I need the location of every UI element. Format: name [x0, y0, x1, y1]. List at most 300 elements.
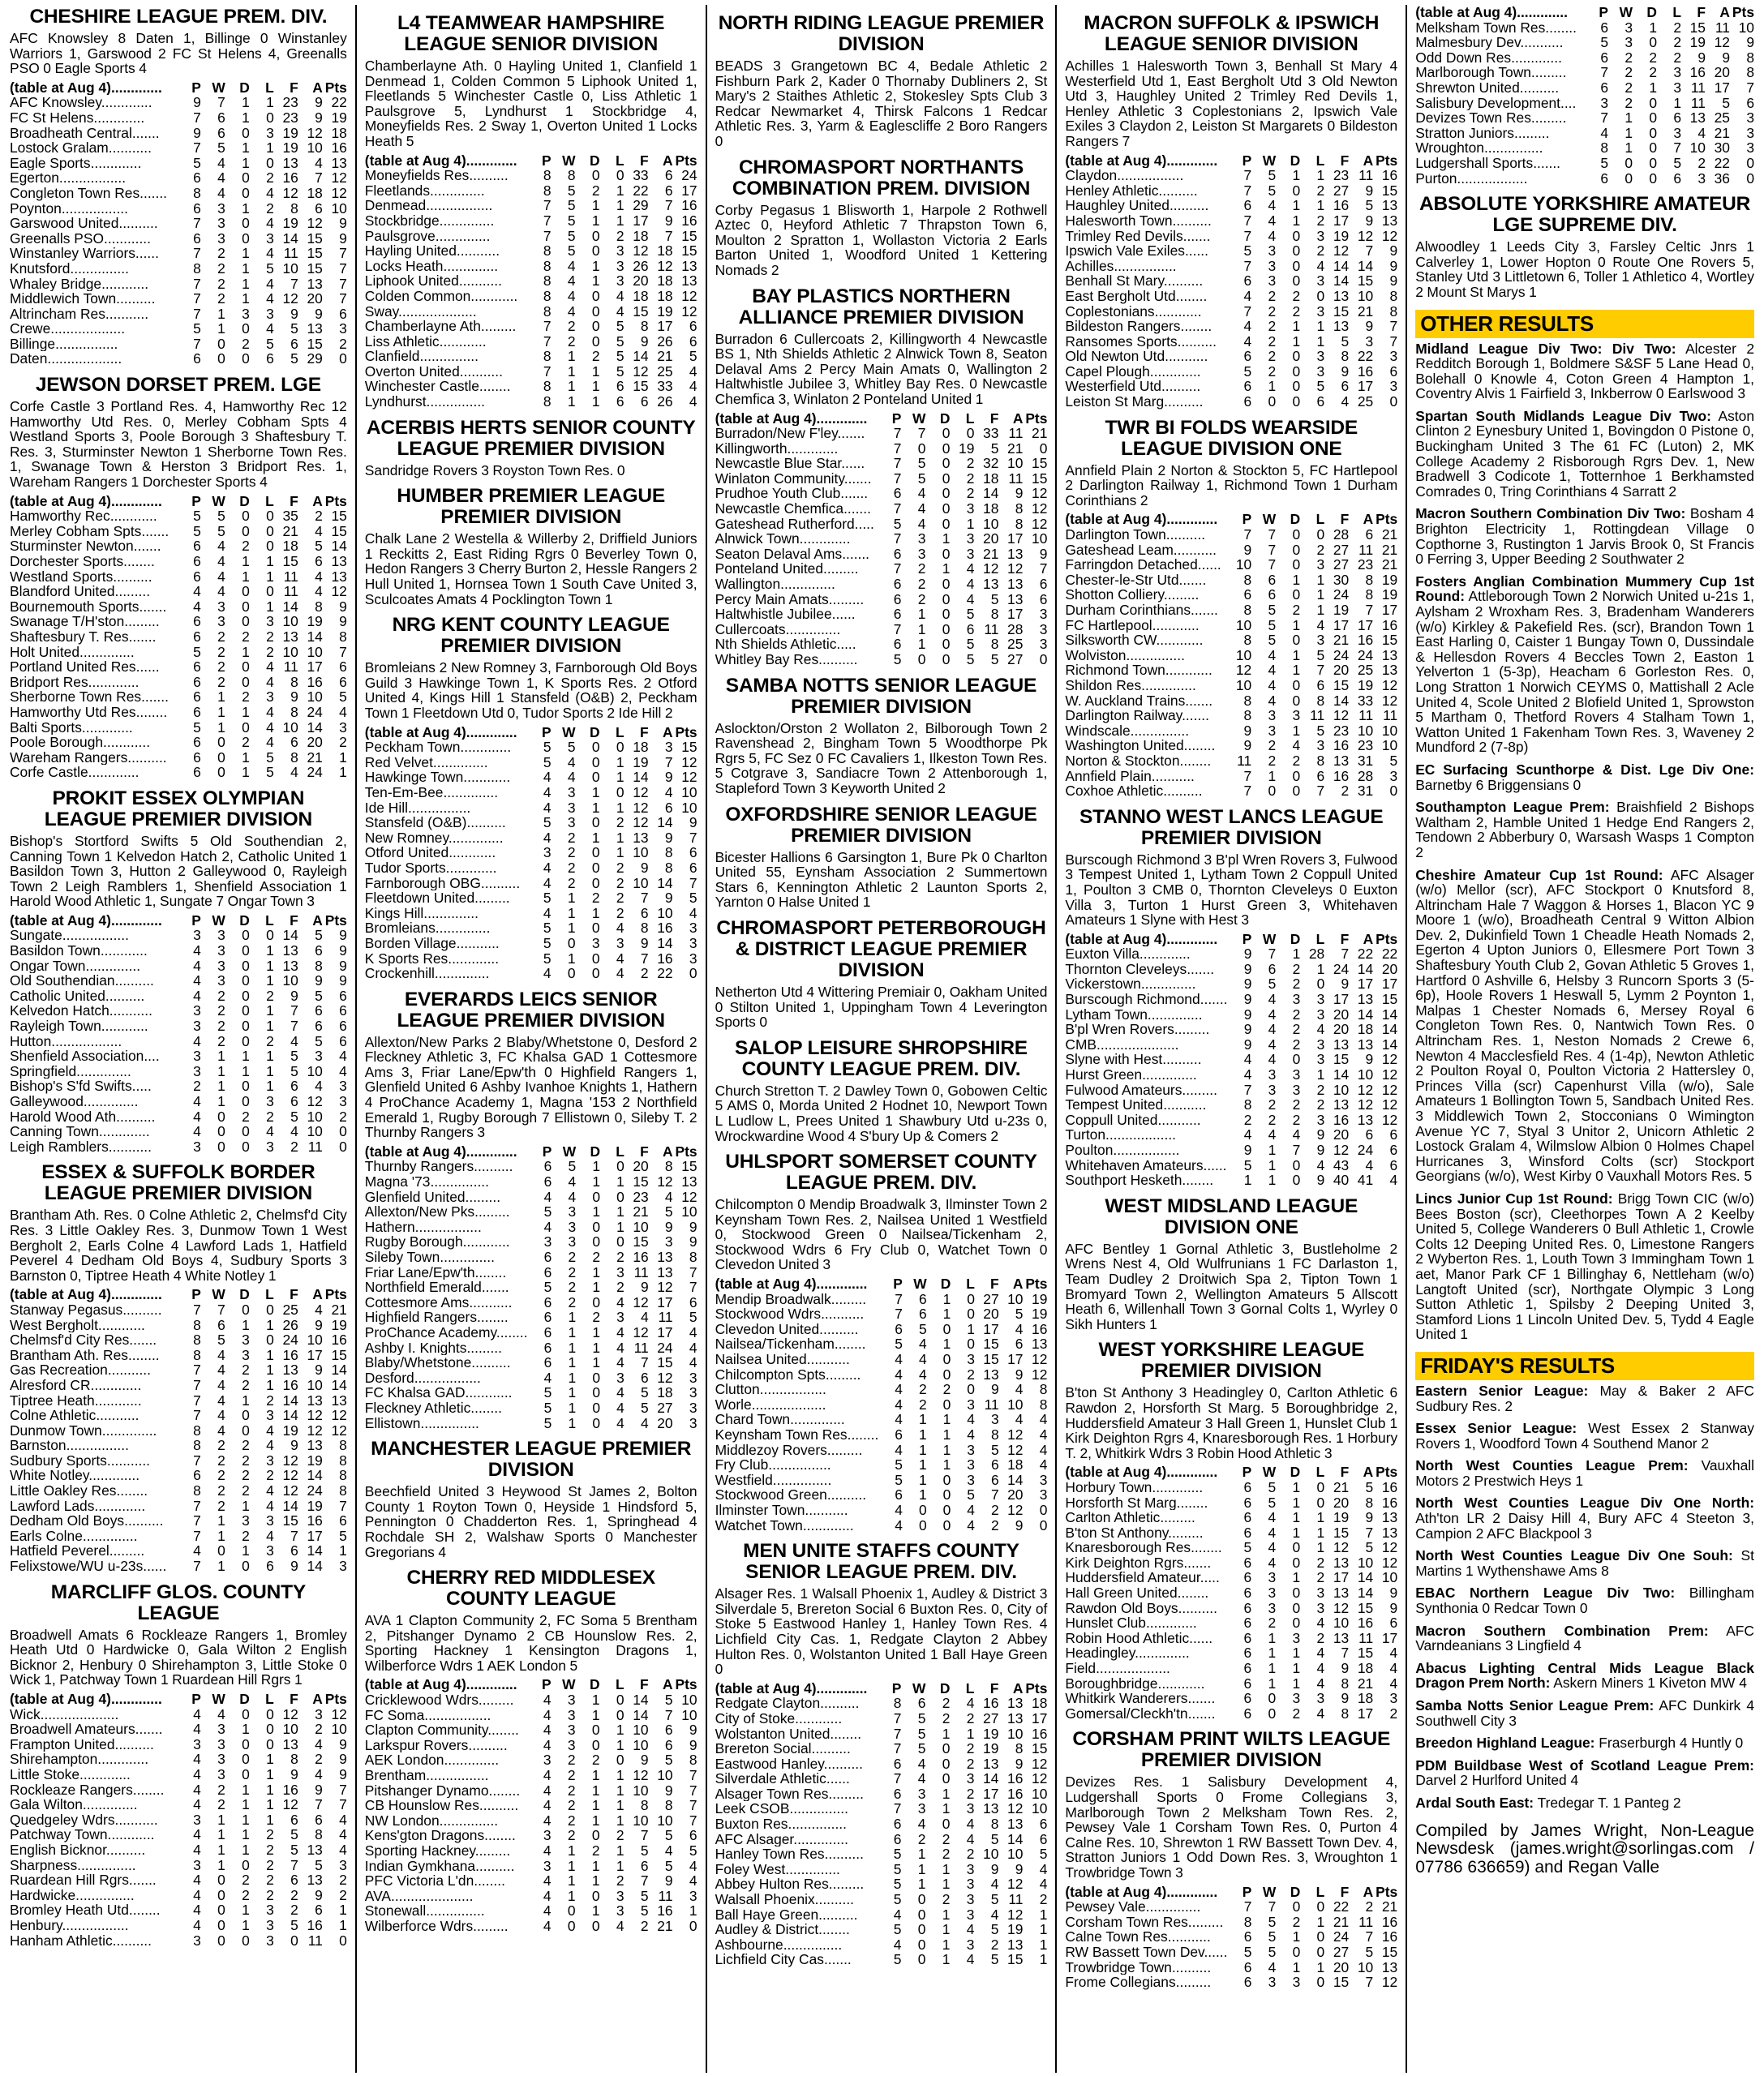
stat-value: 4 [895, 1366, 903, 1383]
stat-value: 3 [967, 1351, 975, 1368]
stat-value: 27 [983, 1290, 999, 1307]
stat-value: 24 [1333, 1928, 1350, 1945]
table-row [10, 246, 347, 261]
stat-value: 8 [1389, 302, 1398, 320]
stat-value: 12 [681, 769, 697, 786]
stat-value: 15 [1333, 302, 1350, 320]
stat-value: 0 [217, 350, 225, 367]
stat-value: 4 [966, 560, 975, 577]
team-name: Thornton Cleveleys....... [1065, 961, 1215, 977]
stat-value: 2 [1316, 1081, 1325, 1098]
stat-value: 3 [217, 1751, 225, 1768]
stat-value: 9 [1365, 318, 1374, 335]
team-name: Seaton Delaval Ams....... [715, 546, 870, 562]
stat-value: 12 [1357, 227, 1374, 244]
stat-value: 4 [193, 1841, 201, 1858]
table-row [10, 584, 347, 599]
team-name: AFC Alsager.............. [715, 1831, 848, 1847]
stat-value: 3 [1039, 636, 1048, 653]
table-header-p: P [1242, 1883, 1252, 1900]
table-header-w: W [1262, 1464, 1277, 1481]
stat-value: 4 [193, 1886, 201, 1903]
stat-value: 17 [983, 1785, 999, 1802]
other-result-scores: Fraserburgh 4 Huntly 0 [1594, 1735, 1744, 1752]
team-name: Vickerstown.............. [1065, 976, 1196, 993]
stat-value: 5 [339, 688, 347, 706]
stat-value: 13 [1381, 646, 1398, 663]
stat-value: 2 [1625, 79, 1633, 96]
stat-value: 7 [543, 318, 552, 335]
team-name: Trowbridge Town.......... [1065, 1959, 1212, 1975]
stat-value: 3 [1292, 1081, 1301, 1098]
stat-value: 6 [1039, 1816, 1048, 1833]
stat-value: 1 [592, 1279, 601, 1296]
stat-value: 4 [967, 1426, 975, 1443]
team-name: Haughley United.......... [1065, 198, 1209, 213]
table-row [10, 1438, 347, 1453]
table-header-row [365, 725, 697, 740]
stat-value: 0 [1292, 378, 1301, 395]
team-name: Frampton United.......... [10, 1736, 154, 1752]
stat-value: 18 [282, 538, 298, 555]
stat-value: 1 [1292, 571, 1301, 588]
stat-value: 2 [242, 538, 250, 555]
table-row [365, 1190, 697, 1205]
stat-value: 2 [217, 673, 225, 690]
stat-value: 3 [990, 1411, 999, 1428]
stat-value: 6 [290, 335, 298, 352]
stat-value: 6 [1243, 1569, 1252, 1586]
stat-value: 15 [1032, 470, 1048, 487]
team-name: Stanway Pegasus.......... [10, 1302, 162, 1318]
team-name: Shotton Colliery......... [1065, 587, 1200, 603]
stat-value: 20 [1333, 1126, 1350, 1143]
table-row [1065, 648, 1397, 663]
stat-value: 5 [1673, 154, 1681, 171]
stat-value: 11 [1358, 1629, 1374, 1646]
table-row [365, 364, 697, 380]
stat-value: 2 [1292, 1913, 1301, 1930]
team-name: Carlton Athletic......... [1065, 1510, 1195, 1525]
stat-value: 4 [1316, 1156, 1325, 1173]
team-name: Darlington Railway....... [1065, 708, 1209, 723]
table-row [365, 183, 697, 199]
team-name: Westfield............... [715, 1472, 832, 1488]
stat-value: 6 [1389, 362, 1398, 380]
other-result-scores: May & Baker 2 AFC Sudbury Res. 2 [1415, 1382, 1754, 1414]
stat-value: 3 [966, 1800, 975, 1817]
stat-value: 8 [543, 242, 552, 260]
stat-value: 7 [893, 1725, 902, 1742]
match-results-text: Brantham Ath. Res. 0 Colne Athletic 2, Chelmsf'd City Res. 3 Little Oakley Res. 3, Dunmow Town 1 West Bergholt 2, Earls Colne 4 Lawford Lads 1, Hatfield Peverel 4 Dedham Old Boys 4, Sudbury Sports 3 Barnston 0, Tiptree Heath 4 White Notley 1 [10, 1207, 347, 1284]
stat-value: 9 [339, 942, 347, 959]
stat-value: 16 [307, 673, 323, 690]
stat-value: 20 [307, 290, 323, 307]
team-name: Ruardean Hill Rgrs....... [10, 1872, 157, 1888]
stat-value: 1 [217, 1527, 225, 1544]
stat-value: 6 [1600, 79, 1608, 96]
stat-value: 1 [1316, 1539, 1325, 1556]
stat-value: 15 [681, 242, 697, 260]
table-header-p: P [891, 1679, 902, 1696]
stat-value: 9 [290, 1437, 298, 1454]
stat-value: 3 [567, 799, 576, 816]
league-title: CHROMASPORT PETERBOROUGH & DISTRICT LEAGUE PREMIER DIVISION [716, 916, 1046, 981]
table-row [715, 1741, 1048, 1756]
stat-value: 4 [1268, 1509, 1277, 1526]
table-header-row [715, 411, 1048, 427]
table-row [1065, 557, 1397, 573]
stat-value: 10 [1007, 1846, 1024, 1863]
team-name: Sturminster Newton....... [10, 538, 161, 554]
stat-value: 15 [633, 302, 649, 320]
stat-value: 1 [942, 1936, 951, 1953]
stat-value: 0 [591, 1736, 600, 1753]
stat-value: 16 [282, 1781, 298, 1798]
stat-value: 23 [282, 109, 298, 126]
team-name: Farnborough OBG.......... [364, 875, 521, 891]
stat-value: 1 [568, 1309, 577, 1326]
stat-value: 0 [217, 1916, 225, 1933]
table-header-a: A [1719, 5, 1730, 20]
stat-value: 0 [266, 1705, 274, 1722]
stat-value: 20 [1333, 1021, 1350, 1038]
stat-value: 7 [1243, 767, 1252, 784]
team-name: Coxhoe Athletic.......... [1065, 783, 1203, 799]
stat-value: 0 [242, 942, 250, 959]
stat-value: 1 [266, 1376, 274, 1393]
stat-value: 5 [193, 154, 201, 171]
stat-value: 7 [1341, 1645, 1350, 1662]
stat-value: 5 [917, 470, 926, 487]
stat-value: 7 [193, 1527, 201, 1544]
stat-value: 4 [616, 950, 624, 967]
stat-value: 0 [942, 440, 951, 457]
stat-value: 22 [1714, 154, 1730, 171]
stat-value: 4 [1039, 1860, 1048, 1877]
stat-value: 6 [1316, 393, 1325, 410]
stat-value: 4 [664, 1188, 673, 1205]
stat-value: 12 [633, 799, 649, 816]
stat-value: 5 [616, 348, 624, 365]
team-name: Horsforth St Marg........ [1065, 1495, 1208, 1511]
stat-value: 5 [1268, 1928, 1277, 1945]
table-row [10, 735, 347, 750]
stat-value: 1 [339, 1916, 347, 1933]
stat-value: 2 [266, 1826, 274, 1843]
stat-value: 1 [339, 764, 347, 781]
stat-value: 18 [633, 739, 649, 756]
stat-value: 10 [1333, 1615, 1350, 1632]
stat-value: 5 [1600, 154, 1608, 171]
stat-value: 6 [893, 606, 902, 623]
table-row [715, 1473, 1048, 1488]
stat-value: 1 [616, 1203, 624, 1220]
stat-value: 1 [266, 553, 274, 569]
stat-value: 2 [640, 1917, 649, 1934]
stat-value: 3 [339, 1856, 347, 1873]
team-name: Henbury................. [10, 1917, 129, 1933]
stat-value: 1 [592, 1323, 601, 1340]
table-row [10, 569, 347, 585]
stat-value: 27 [1333, 541, 1350, 558]
stat-value: 2 [242, 628, 250, 645]
table-header-row [10, 1287, 347, 1302]
other-result-item [1415, 1623, 1754, 1654]
stat-value: 2 [1316, 541, 1325, 558]
stat-value: 4 [193, 1872, 201, 1889]
stat-value: 7 [1243, 783, 1252, 800]
stat-value: 6 [1341, 378, 1350, 395]
stat-value: 12 [1381, 1096, 1398, 1113]
stat-value: 4 [193, 972, 201, 989]
stat-value: 2 [1673, 49, 1681, 66]
stat-value: 41 [1357, 1172, 1374, 1189]
stat-value: 20 [1714, 64, 1730, 81]
stat-value: 1 [591, 362, 600, 380]
table-header-team: (table at Aug 4)............. [1415, 5, 1568, 20]
stat-value: 4 [1268, 1539, 1277, 1556]
table-header-pts: Pts [675, 152, 697, 169]
other-result-scores: Billingham Synthonia 0 Redcar Town 0 [1415, 1585, 1754, 1617]
stat-value: 12 [282, 184, 298, 201]
stat-value: 5 [895, 1471, 903, 1488]
stat-value: 1 [1292, 332, 1301, 350]
table-header-row [1065, 1885, 1397, 1900]
stat-value: 0 [967, 1306, 975, 1323]
stat-value: 33 [1357, 692, 1374, 709]
stat-value: 13 [282, 942, 298, 959]
stat-value: 36 [1714, 169, 1730, 187]
stat-value: 1 [242, 275, 250, 292]
team-name: Burradon/New F'ley....... [715, 426, 865, 441]
stat-value: 8 [1341, 1675, 1350, 1692]
team-name: Corsham Town Res......... [1065, 1914, 1224, 1930]
table-header-d: D [1290, 511, 1301, 528]
stat-value: 33 [633, 167, 649, 184]
table-row [1065, 394, 1397, 410]
stat-value: 2 [242, 1376, 250, 1393]
stat-value: 3 [1292, 991, 1301, 1008]
stat-value: 0 [591, 318, 600, 335]
stat-value: 14 [331, 1362, 347, 1379]
stat-value: 1 [242, 553, 250, 569]
match-results-text: Corby Pegasus 1 Blisworth 1, Harpole 2 Rothwell Aztec 0, Heyford Athletic 7 Thrapston Town 6, Moulton 2 Spratton 1, Wollaston Victoria 2 Earls Barton United 1, Woodford United 1 Kettering Nomads 2 [715, 201, 1048, 278]
stat-value: 13 [1381, 1958, 1398, 1975]
stat-value: 16 [1689, 64, 1706, 81]
stat-value: 1 [1316, 571, 1325, 588]
stat-value: 6 [339, 1018, 347, 1035]
stat-value: 6 [193, 688, 201, 706]
stat-value: 2 [990, 1516, 999, 1533]
stat-value: 6 [339, 987, 347, 1004]
stat-value: 1 [217, 718, 225, 736]
stat-value: 6 [1243, 1974, 1252, 1991]
stat-value: 14 [1381, 1021, 1398, 1038]
table-header-a: A [1363, 1883, 1374, 1900]
table-header-w: W [1262, 152, 1277, 169]
stat-value: 20 [1381, 960, 1398, 977]
stat-value: 10 [282, 260, 298, 277]
stat-value: 1 [616, 212, 624, 229]
section-banner-title: FRIDAY'S RESULTS [1420, 1353, 1615, 1378]
table-row [715, 547, 1048, 562]
stat-value: 5 [1243, 1539, 1252, 1556]
table-header-p: P [1242, 930, 1252, 947]
table-header-row [715, 1681, 1048, 1696]
stat-value: 4 [543, 874, 552, 891]
stat-value: 6 [966, 620, 975, 637]
table-header-pts: Pts [324, 79, 347, 96]
stat-value: 4 [1268, 692, 1277, 709]
team-name: PFC Victoria L'dn........ [364, 1873, 505, 1889]
other-result-league: Midland League Div Two: Div Two: [1415, 340, 1676, 357]
stat-value: 4 [193, 1902, 201, 1919]
stat-value: 1 [1316, 960, 1325, 977]
table-header-d: D [1290, 152, 1301, 169]
stat-value: 26 [282, 1316, 298, 1333]
stat-value: 7 [339, 290, 347, 307]
stat-value: 1 [1316, 332, 1325, 350]
team-name: Dorchester Sports........ [10, 554, 155, 569]
stat-value: 2 [1292, 960, 1301, 977]
stat-value: 21 [633, 1203, 649, 1220]
stat-value: 1 [217, 703, 225, 720]
stat-value: 1 [1292, 1478, 1301, 1495]
team-name: White Notley............. [10, 1468, 140, 1484]
table-row [10, 1109, 347, 1125]
table-header-team: (table at Aug 4)............. [364, 724, 517, 740]
team-name: Shrewton United.......... [1415, 79, 1560, 96]
table-row [10, 1362, 347, 1378]
table-row [1065, 1007, 1397, 1023]
table-row [365, 845, 697, 860]
stat-value: 17 [1381, 1629, 1398, 1646]
stat-value: 16 [282, 169, 298, 187]
stat-value: 16 [1357, 632, 1374, 649]
table-row [1065, 1525, 1397, 1541]
team-name: Knaresborough Res........ [1065, 1540, 1222, 1555]
stat-value: 9 [290, 1765, 298, 1782]
stat-value: 9 [990, 1860, 999, 1877]
stat-value: 2 [917, 590, 926, 607]
other-result-league: Ardal South East: [1415, 1794, 1534, 1811]
stat-value: 10 [307, 643, 323, 660]
stat-value: 6 [193, 553, 201, 569]
stat-value: 6 [290, 1078, 298, 1095]
team-name: Highfield Rangers........ [364, 1310, 509, 1325]
table-row [715, 607, 1048, 622]
table-row [715, 1443, 1048, 1458]
stat-value: 1 [592, 1354, 601, 1371]
stat-value: 16 [657, 920, 673, 937]
table-header-p: P [542, 1143, 552, 1160]
stat-value: 8 [689, 1752, 697, 1769]
stat-value: 0 [1292, 586, 1301, 603]
newspaper-column-2 [357, 5, 707, 2073]
stat-value: 4 [266, 184, 274, 201]
table-row [1415, 20, 1754, 36]
stat-value: 15 [1357, 1599, 1374, 1616]
team-name: Turton.................. [1065, 1127, 1176, 1143]
stat-value: 0 [591, 739, 600, 756]
table-row [365, 770, 697, 785]
team-name: Cottesmore Ams........... [364, 1294, 513, 1310]
stat-value: 8 [1039, 1396, 1048, 1413]
stat-value: 5 [1268, 182, 1277, 199]
stat-value: 5 [616, 362, 624, 380]
team-name: Eastwood Hanley.......... [715, 1756, 863, 1772]
table-row [715, 517, 1048, 532]
stat-value: 13 [1357, 1111, 1374, 1128]
stat-value: 19 [1032, 1306, 1048, 1323]
stat-value: 9 [339, 229, 347, 247]
table-row [715, 1457, 1048, 1473]
stat-value: 3 [217, 613, 225, 630]
stat-value: 4 [1015, 1320, 1024, 1337]
stat-value: 7 [193, 1407, 201, 1424]
stat-value: 6 [1243, 197, 1252, 214]
stat-value: 3 [266, 688, 274, 706]
table-header-l: L [265, 1691, 274, 1707]
team-name: Magna '73............... [364, 1174, 489, 1190]
stat-value: 19 [307, 613, 323, 630]
table-row [715, 1503, 1048, 1518]
stat-value: 4 [689, 362, 697, 380]
stat-value: 2 [966, 1740, 975, 1757]
stat-value: 2 [568, 1293, 577, 1310]
other-result-item [1415, 1758, 1754, 1788]
stat-value: 4 [193, 1108, 201, 1125]
stat-value: 0 [242, 1018, 250, 1035]
stat-value: 17 [1357, 1705, 1374, 1722]
stat-value: 1 [942, 1336, 951, 1353]
stat-value: 4 [339, 1048, 347, 1065]
stat-value: 17 [681, 182, 697, 199]
stat-value: 1 [616, 844, 624, 861]
stat-value: 19 [1357, 676, 1374, 693]
stat-value: 6 [689, 844, 697, 861]
table-row [715, 1832, 1048, 1847]
table-row [365, 966, 697, 981]
stat-value: 6 [640, 1857, 649, 1874]
stat-value: 2 [1268, 1615, 1277, 1632]
stat-value: 4 [1243, 287, 1252, 304]
stat-value: 1 [1316, 197, 1325, 214]
team-name: Hayling United........... [364, 243, 500, 259]
stat-value: 0 [1268, 393, 1277, 410]
stat-value: 17 [657, 1323, 673, 1340]
stat-value: 0 [242, 658, 250, 676]
team-name: Friar Lane/Epw'th........ [364, 1264, 507, 1280]
stat-value: 1 [616, 1842, 624, 1859]
stat-value: 5 [290, 1841, 298, 1858]
table-row [365, 1204, 697, 1220]
table-row [365, 755, 697, 770]
stat-value: 17 [1333, 991, 1350, 1008]
table-row [365, 1234, 697, 1250]
stat-value: 2 [1316, 212, 1325, 229]
stat-value: 7 [193, 275, 201, 292]
team-name: Hatfield Peverel......... [10, 1543, 145, 1559]
stat-value: 18 [657, 272, 673, 290]
stat-value: 2 [568, 1279, 577, 1296]
stat-value: 13 [1333, 1036, 1350, 1053]
stat-value: 13 [307, 275, 323, 292]
stat-value: 1 [1292, 1569, 1301, 1586]
stat-value: 11 [984, 620, 999, 637]
table-row [1065, 783, 1397, 799]
